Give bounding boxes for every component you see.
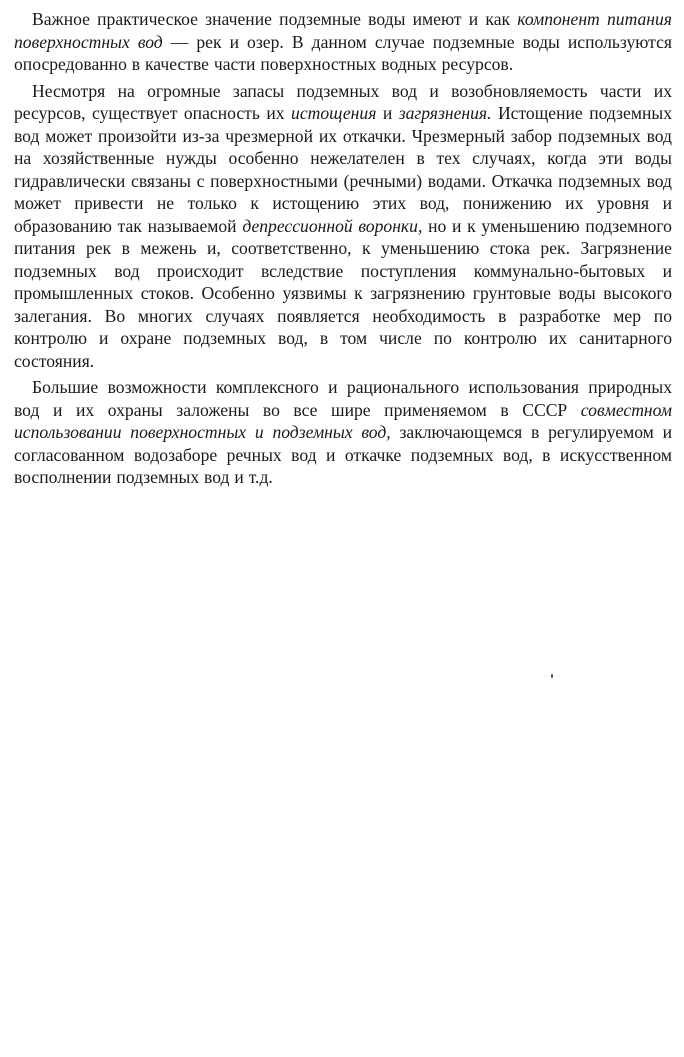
paragraph-2	[14, 80, 672, 373]
paragraph-2-run-5: Истощение подземных вод может произойти из-за чрезмерной их откачки. Чрезмерный забор подземных вод на хозяйственные нужды особенно нежелателен в тех случаях, когда эти воды гидравлически связаны с поверхностными (речными) водами. Откачка подземных вод может привести не только к истощению этих вод, понижению их уровня и образованию так называемой	[14, 103, 672, 236]
paragraph-1-run-1: Важное практическое значение подземные воды имеют и как	[32, 9, 518, 29]
paragraph-2-run-6: депрессионной воронки,	[242, 215, 423, 236]
paragraph-2-run-3: и	[376, 103, 399, 123]
paragraph-3	[14, 376, 672, 489]
paragraph-2-run-2: истощения	[291, 103, 377, 123]
paragraph-2-run-4: загрязнения.	[398, 103, 492, 123]
paragraph-1-run-3: — рек и озер. В данном случае подземные воды используются опосредованно в качестве части поверхностных водных ресурсов.	[14, 31, 672, 74]
paragraph-3-run-3: заключающемся в регулируемом и согласованном водозаборе речных вод и откачке подземных вод, в искусственном восполнении подземных вод и т.д.	[14, 422, 672, 487]
paragraph-1-run-2: компонент питания поверхностных вод	[14, 9, 672, 52]
paragraph-3-run-2: совместном использовании поверхностных и подземных вод,	[14, 399, 672, 442]
document-page	[14, 8, 672, 493]
paragraph-2-run-1: Несмотря на огромные запасы подземных вод и возобновляемость части их ресурсов, существует опасность их	[14, 80, 672, 123]
paragraph-2-run-7: но и к уменьшению подземного питания рек в межень и, соответственно, к уменьшению стока рек. Загрязнение подземных вод происходит вследствие поступления коммунально-бытовых и промышленных стоков. Особенно уязвимы к загрязнению грунтовые воды высокого залегания. Во многих случаях появляется необходимость в разработке мер по контролю и охране подземных вод, в том числе по контролю их санитарного состояния.	[14, 215, 672, 371]
paragraph-3-run-1: Большие возможности комплексного и рационального использования природных вод и их охраны заложены во все шире применяемом в СССР	[14, 377, 672, 420]
scan-speck-mark	[551, 674, 553, 678]
paragraph-1	[14, 8, 672, 76]
